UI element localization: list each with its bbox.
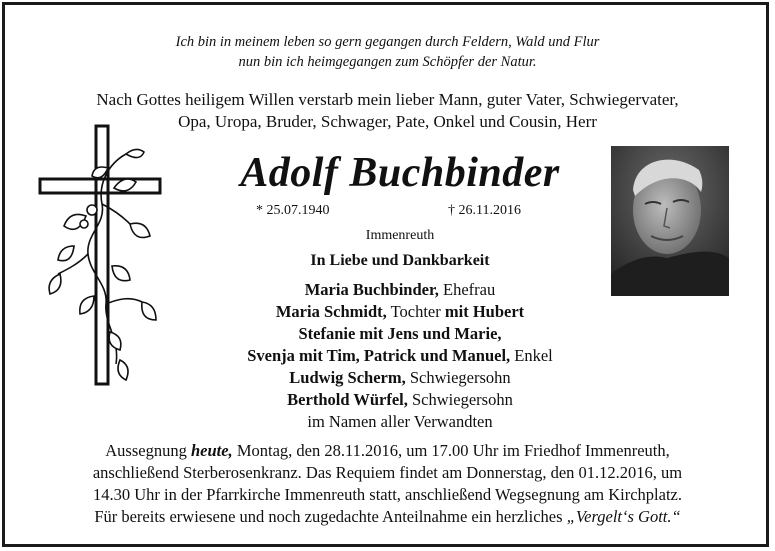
death-date: † 26.11.2016 xyxy=(448,203,521,218)
motto-line-2: nun bin ich heimgegangen zum Schöpfer der Natur. xyxy=(238,54,537,70)
deceased-name: Adolf Buchbinder xyxy=(240,150,560,196)
cross-with-ivy-icon xyxy=(38,124,163,394)
intro-line-1: Nach Gottes heiligem Willen verstarb mein lieber Mann, guter Vater, Schwiegervater, xyxy=(96,90,679,109)
funeral-line-2: anschließend Sterberosenkranz. Das Requiem findet am Donnerstag, den 01.12.2016, um xyxy=(92,463,683,482)
mourners-list xyxy=(160,279,640,433)
mourner-line: Stefanie mit Jens und Marie, xyxy=(298,324,502,343)
mourner-line: Svenja mit Tim, Patrick und Manuel, Enkel xyxy=(247,346,553,365)
mourner-line: im Namen aller Verwandten xyxy=(307,412,493,431)
mourner-line: Maria Buchbinder, Ehefrau xyxy=(304,280,496,299)
birth-date: * 25.07.1940 xyxy=(256,203,330,218)
portrait-photo xyxy=(611,146,729,296)
residence: Immenreuth xyxy=(365,228,435,243)
intro-line-2: Opa, Uropa, Bruder, Schwager, Pate, Onkel und Cousin, Herr xyxy=(178,112,597,131)
funeral-details xyxy=(20,440,755,528)
motto-line-1: Ich bin in meinem leben so gern gegangen durch Feldern, Wald und Flur xyxy=(175,34,600,50)
mourner-line: Maria Schmidt, Tochter mit Hubert xyxy=(275,302,525,321)
mourner-line: Ludwig Scherm, Schwiegersohn xyxy=(289,368,511,387)
funeral-line-3: 14.30 Uhr in der Pfarrkirche Immenreuth statt, anschließend Wegsegnung am Kirchplatz. xyxy=(93,485,682,504)
funeral-line-1: Aussegnung heute, Montag, den 28.11.2016, um 17.00 Uhr im Friedhof Immenreuth, xyxy=(105,441,670,460)
dedication-heading: In Liebe und Dankbarkeit xyxy=(310,252,490,269)
funeral-line-4: Für bereits erwiesene und noch zugedachte Anteilnahme ein herzliches „Vergelt‘s Gott.“ xyxy=(94,507,681,526)
mourner-line: Berthold Würfel, Schwiegersohn xyxy=(287,390,513,409)
